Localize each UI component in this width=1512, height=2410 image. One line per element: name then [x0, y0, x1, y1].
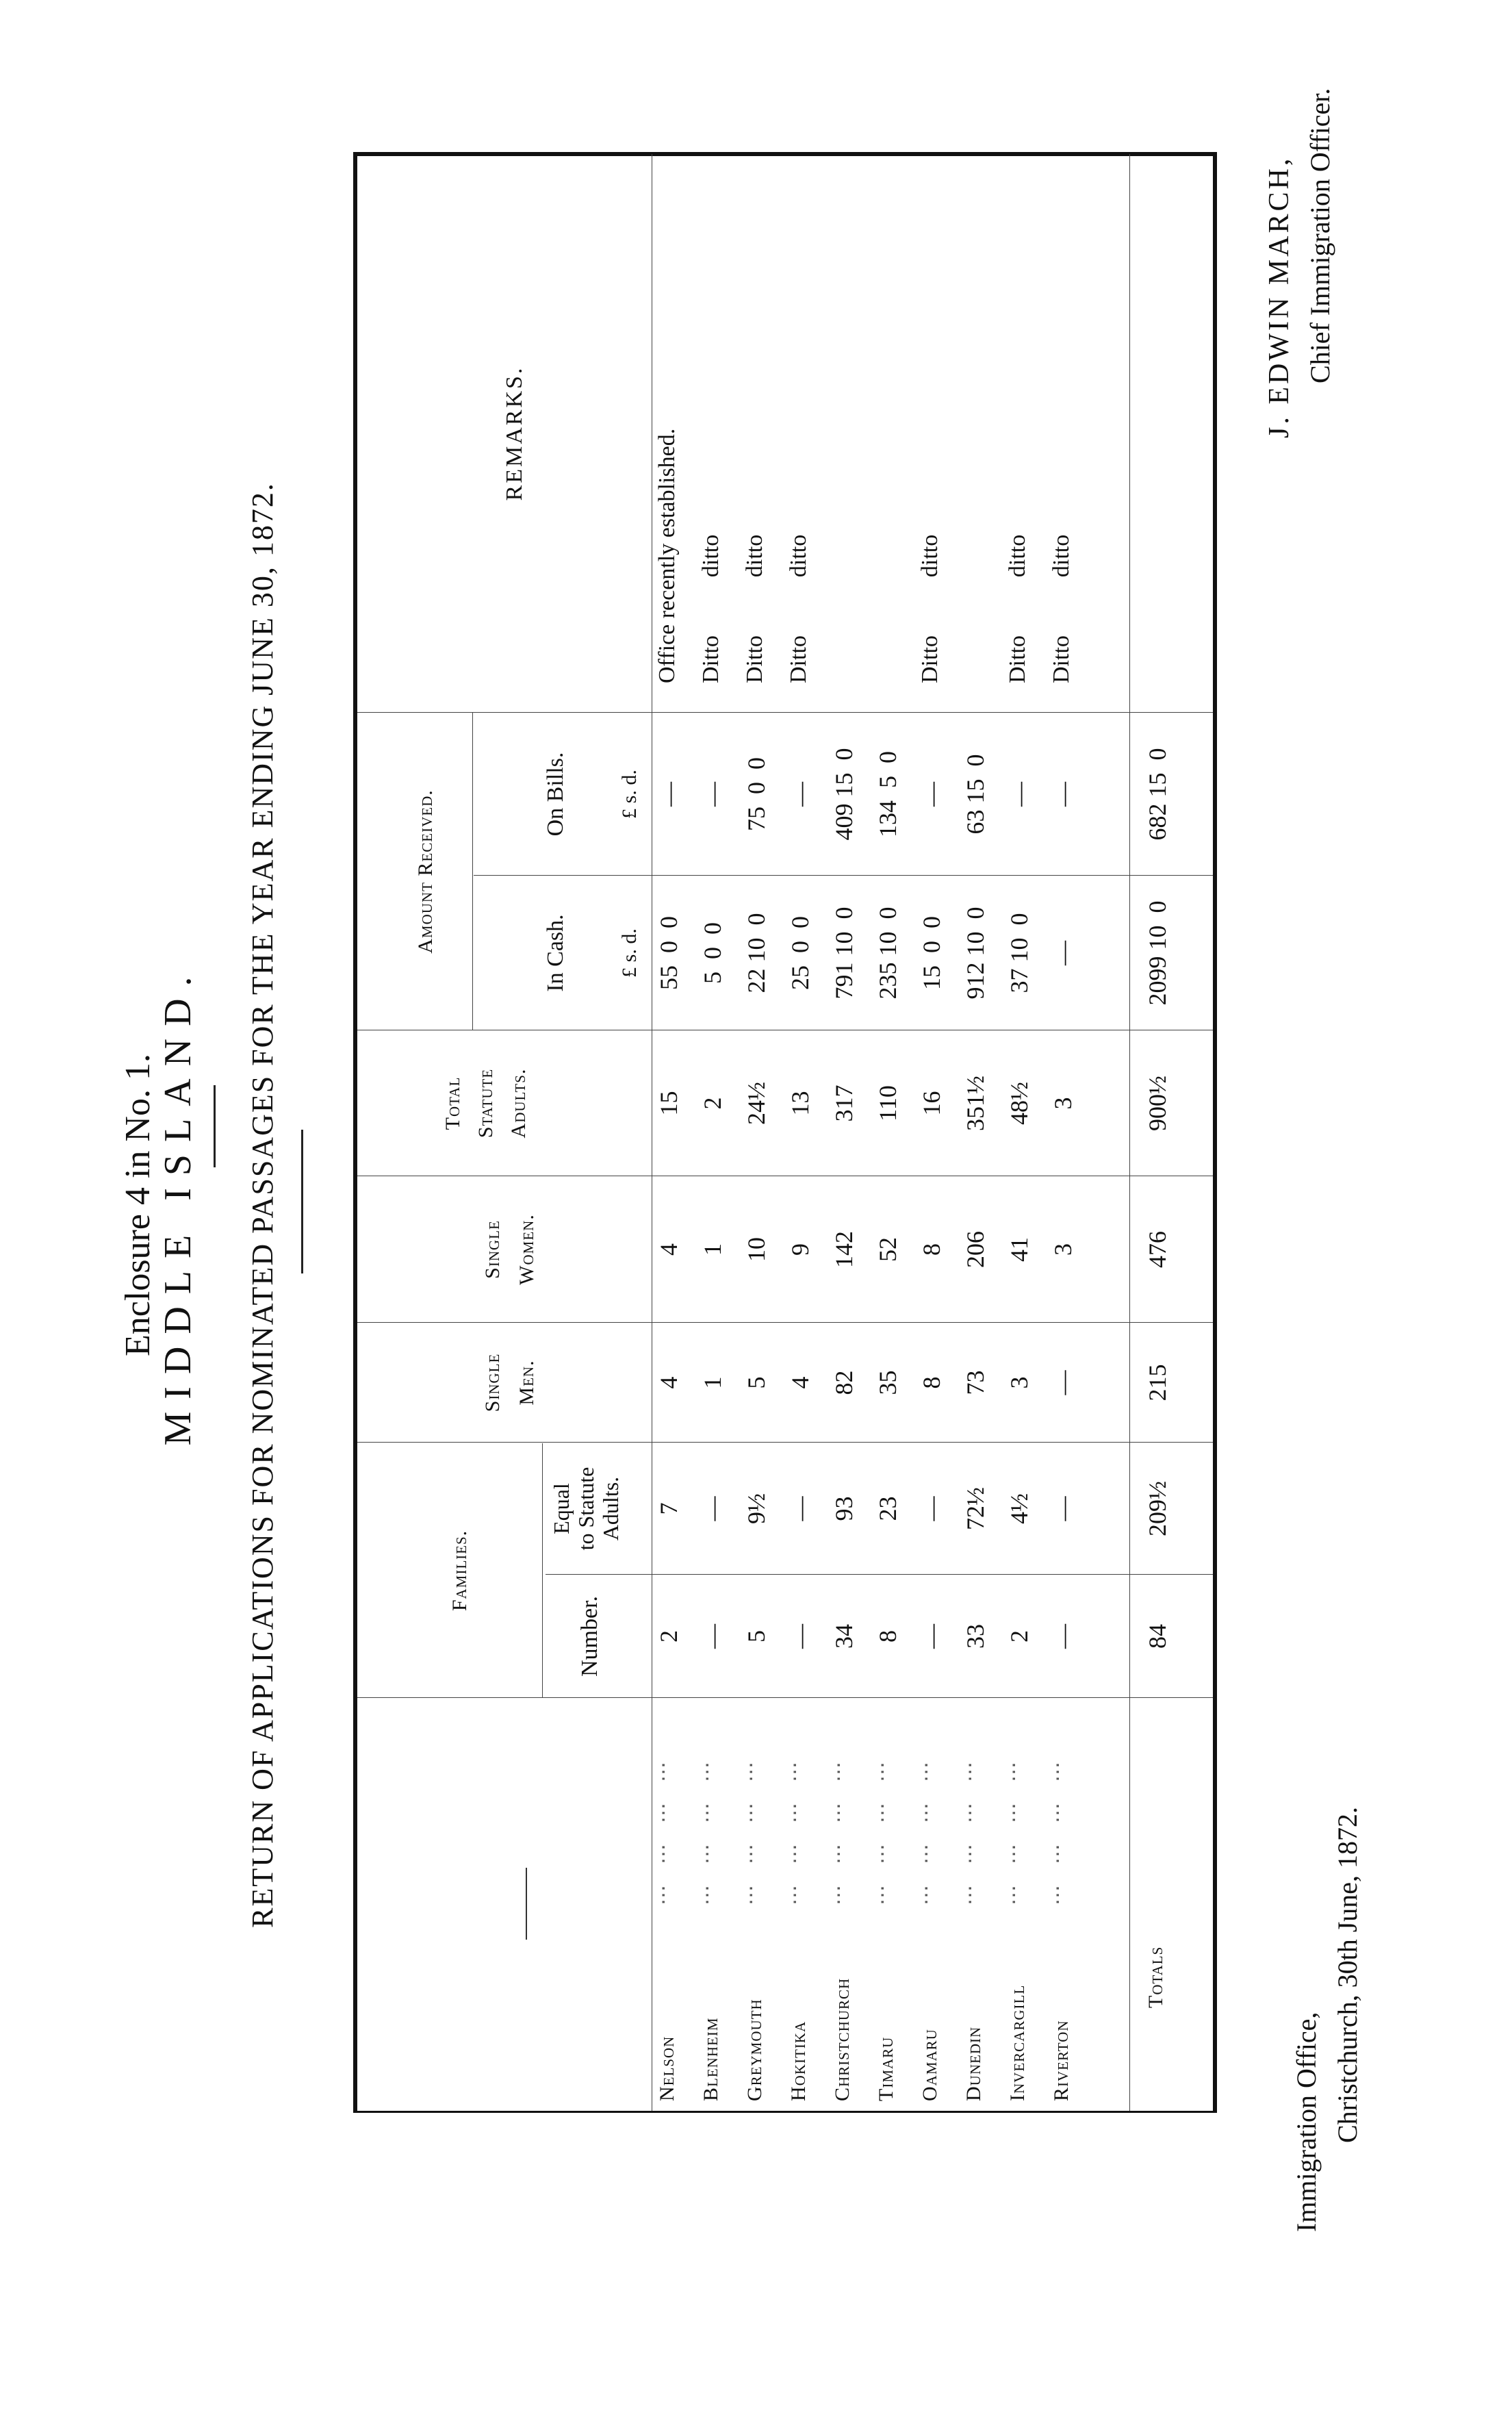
cash-cell: 37 10 0: [1005, 913, 1033, 993]
place-cell: Hokitika: [787, 2020, 810, 2101]
totals-equal: 209½: [1144, 1481, 1171, 1536]
cash-cell: 55 0 0: [655, 916, 682, 990]
women-cell: 1: [699, 1243, 726, 1256]
women-cell: 4: [655, 1243, 682, 1256]
dot-leader: ⋯⋯⋯⋯: [915, 1741, 938, 1905]
families-header: Families.: [448, 1530, 471, 1612]
women-cell: 9: [786, 1243, 814, 1256]
place-cell: Dunedin: [962, 2026, 985, 2101]
remarks-cell: Office recently established.: [654, 428, 680, 683]
total-cell: 110: [874, 1085, 901, 1121]
totals-men: 215: [1144, 1364, 1171, 1401]
equal-cell: 93: [830, 1496, 858, 1521]
totals-total: 900½: [1144, 1076, 1171, 1131]
equal-cell: —: [918, 1496, 945, 1521]
number-cell: —: [699, 1624, 726, 1649]
place-cell: Timaru: [875, 2036, 897, 2101]
cash-cell: 791 10 0: [830, 906, 858, 1000]
number-cell: 34: [830, 1624, 858, 1649]
place-cell: Nelson: [656, 2035, 678, 2101]
total-cell: 3: [1049, 1097, 1077, 1110]
return-title: RETURN OF APPLICATIONS FOR NOMINATED PASSAGES FOR THE YEAR ENDING JUNE 30, 1872.: [246, 482, 279, 1928]
number-cell: —: [918, 1624, 945, 1649]
bills-cell: —: [1049, 782, 1077, 807]
total-header-1: Total: [441, 1076, 464, 1130]
number-header: Number.: [577, 1595, 602, 1677]
bills-cell: —: [655, 782, 682, 807]
bills-cell: —: [786, 782, 814, 807]
equal-header-3: Adults.: [598, 1476, 623, 1541]
header-line: [472, 713, 473, 1030]
office-date: Christchurch, 30th June, 1872.: [1332, 1806, 1363, 2143]
dot-leader: ⋯⋯⋯⋯: [959, 1741, 982, 1905]
amount-header: Amount Received.: [414, 789, 437, 954]
total-header-3: Adults.: [507, 1068, 530, 1139]
blank-header-dash: [526, 1868, 527, 1940]
bills-header: On Bills.: [543, 752, 568, 837]
number-cell: 8: [874, 1630, 901, 1642]
cash-cell: 235 10 0: [874, 906, 901, 1000]
col-line: [357, 1697, 1213, 1698]
equal-cell: —: [1049, 1496, 1077, 1521]
women-cell: 52: [874, 1237, 901, 1262]
number-cell: —: [1049, 1624, 1077, 1649]
men-cell: 82: [830, 1370, 858, 1395]
total-cell: 48½: [1005, 1082, 1033, 1125]
bills-cell: 134 5 0: [874, 751, 901, 837]
total-cell: 15: [655, 1091, 682, 1116]
dot-leader: ⋯⋯⋯⋯: [740, 1741, 763, 1905]
bills-cell: —: [1005, 782, 1033, 807]
total-cell: 2: [699, 1097, 726, 1110]
dot-leader: ⋯⋯⋯⋯: [871, 1741, 894, 1905]
equal-cell: 9½: [743, 1493, 770, 1524]
header-line: [542, 1443, 543, 1698]
dot-leader: ⋯⋯⋯⋯: [696, 1741, 719, 1905]
men-cell: 35: [874, 1370, 901, 1395]
cash-cell: 22 10 0: [743, 913, 770, 993]
equal-cell: 7: [655, 1502, 682, 1515]
totals-bills: 682 15 0: [1144, 748, 1171, 841]
men-cell: 3: [1005, 1376, 1033, 1389]
cash-cell: 15 0 0: [918, 916, 945, 990]
applications-table: [353, 152, 1217, 2113]
equal-cell: 72½: [962, 1487, 989, 1530]
number-cell: 2: [655, 1630, 682, 1642]
place-cell: Invercargill: [1006, 1984, 1029, 2101]
men-cell: 8: [918, 1376, 945, 1389]
number-cell: 33: [962, 1624, 989, 1649]
divider: [214, 1085, 216, 1167]
men-cell: 4: [655, 1376, 682, 1389]
bills-cell: 63 15 0: [962, 754, 989, 835]
equal-cell: —: [786, 1496, 814, 1521]
bills-cell: —: [918, 782, 945, 807]
enclosure-heading: Enclosure 4 in No. 1.: [118, 1054, 157, 1356]
single-men-header-1: Single: [481, 1353, 504, 1412]
dot-leader: ⋯⋯⋯⋯: [652, 1741, 675, 1905]
women-cell: 41: [1005, 1237, 1033, 1262]
dot-leader: ⋯⋯⋯⋯: [1047, 1741, 1069, 1905]
place-cell: Christchurch: [831, 1977, 854, 2101]
dot-leader: ⋯⋯⋯⋯: [1003, 1741, 1025, 1905]
total-cell: 16: [918, 1091, 945, 1116]
remarks-cell: Ditto ditto: [917, 534, 943, 683]
totals-line: [1129, 154, 1130, 2111]
office-address: Immigration Office,: [1291, 2012, 1322, 2232]
women-cell: 8: [918, 1243, 945, 1256]
equal-cell: 4½: [1005, 1493, 1033, 1524]
number-cell: 5: [743, 1630, 770, 1642]
remarks-cell: Ditto ditto: [742, 534, 767, 683]
equal-cell: 23: [874, 1496, 901, 1521]
bills-currency: £ s. d.: [618, 770, 641, 819]
totals-number: 84: [1144, 1624, 1171, 1649]
cash-cell: 25 0 0: [786, 916, 814, 990]
equal-header-1: Equal: [549, 1483, 574, 1534]
men-cell: —: [1049, 1370, 1077, 1395]
bills-cell: 75 0 0: [743, 757, 770, 831]
women-cell: 10: [743, 1237, 770, 1262]
men-cell: 73: [962, 1370, 989, 1395]
dot-leader: ⋯⋯⋯⋯: [784, 1741, 806, 1905]
cash-currency: £ s. d.: [618, 928, 641, 978]
total-cell: 24½: [743, 1082, 770, 1125]
remarks-cell: Ditto ditto: [698, 534, 723, 683]
total-cell: 351½: [962, 1076, 989, 1131]
totals-label: Totals: [1144, 1946, 1167, 2008]
bills-cell: —: [699, 782, 726, 807]
cash-cell: 5 0 0: [699, 922, 726, 984]
cash-cell: —: [1049, 941, 1077, 965]
men-cell: 5: [743, 1376, 770, 1389]
women-cell: 3: [1049, 1243, 1077, 1256]
equal-cell: —: [699, 1496, 726, 1521]
men-cell: 4: [786, 1376, 814, 1389]
women-cell: 142: [830, 1231, 858, 1268]
divider: [301, 1130, 303, 1273]
women-cell: 206: [962, 1231, 989, 1268]
signatory-name: J. EDWIN MARCH,: [1264, 155, 1295, 438]
single-women-header-1: Single: [481, 1220, 504, 1279]
place-cell: Greymouth: [743, 1999, 766, 2101]
equal-header-2: to Statute: [574, 1467, 598, 1551]
cash-header: In Cash.: [543, 914, 568, 992]
remarks-cell: Ditto ditto: [786, 534, 811, 683]
place-cell: Blenheim: [700, 2017, 722, 2101]
totals-women: 476: [1144, 1231, 1171, 1268]
bills-cell: 409 15 0: [830, 748, 858, 841]
total-cell: 317: [830, 1084, 858, 1122]
single-men-header-2: Men.: [515, 1360, 538, 1406]
col-line: [357, 712, 1213, 713]
number-cell: 2: [1005, 1630, 1033, 1642]
dot-leader: ⋯⋯⋯⋯: [828, 1741, 850, 1905]
remarks-header: REMARKS.: [502, 366, 527, 501]
totals-cash: 2099 10 0: [1144, 900, 1171, 1006]
single-women-header-2: Women.: [515, 1214, 538, 1285]
number-cell: —: [786, 1624, 814, 1649]
place-cell: Riverton: [1050, 2020, 1073, 2101]
island-heading: MIDDLE ISLAND.: [157, 964, 199, 1446]
place-cell: Oamaru: [919, 2029, 941, 2101]
cash-cell: 912 10 0: [962, 906, 989, 1000]
remarks-cell: Ditto ditto: [1049, 534, 1074, 683]
men-cell: 1: [699, 1376, 726, 1389]
total-header-2: Statute: [474, 1068, 497, 1139]
total-cell: 13: [786, 1091, 814, 1116]
signatory-title: Chief Immigration Officer.: [1305, 88, 1335, 383]
remarks-cell: Ditto ditto: [1005, 534, 1030, 683]
